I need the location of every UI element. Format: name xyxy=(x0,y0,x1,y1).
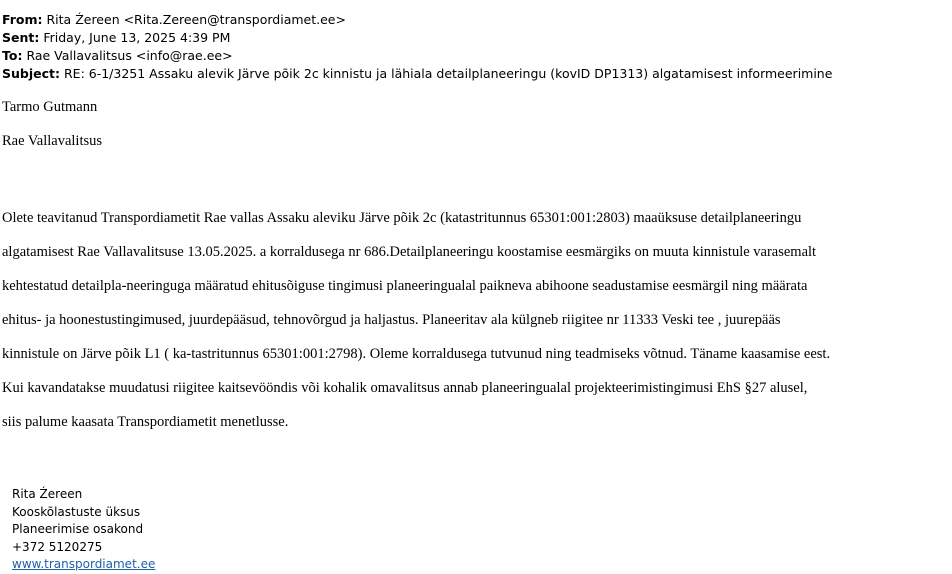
from-value: Rita Źereen <Rita.Zereen@transpordiamet.ee> xyxy=(46,12,346,27)
body-line: algatamisest Rae Vallavalitsuse 13.05.2025. a korraldusega nr 686.Detailplaneeringu koostamise eesmärgiks on muuta kinnistule varasemalt xyxy=(2,244,817,260)
sent-label: Sent: xyxy=(2,30,40,45)
body-line: Kui kavandatakse muudatusi riigitee kaitsevööndis või kohalik omavalitsus annab planeeringualal projekteerimistingimusi EhS §27 alusel, xyxy=(2,380,808,396)
from-row xyxy=(2,11,832,29)
email-header xyxy=(2,11,832,83)
from-label: From: xyxy=(2,12,43,27)
body-line: siis palume kaasata Transpordiametit menetlusse. xyxy=(2,414,289,430)
body-line: Olete teavitanud Transpordiametit Rae vallas Assaku aleviku Järve põik 2c (katastritunnus 65301:001:2803) maaüksuse detailplaneeringu xyxy=(2,210,802,226)
message-body xyxy=(2,201,830,439)
to-row xyxy=(2,47,832,65)
subject-label: Subject: xyxy=(2,66,60,81)
subject-value: RE: 6-1/3251 Assaku alevik Järve põik 2c kinnistu ja lähiala detailplaneeringu (kovID DP1313) algatamisest informeerimine xyxy=(63,66,833,81)
greeting-organization: Rae Vallavalitsus xyxy=(2,133,103,149)
body-line: kinnistule on Järve põik L1 ( ka-tastritunnus 65301:001:2798). Oleme korraldusega tutvunud ning teadmiseks võtnud. Täname kaasamise eest. xyxy=(2,346,831,362)
signature-department: Planeerimise osakond xyxy=(12,522,144,536)
signature-website-link[interactable]: www.transpordiamet.ee xyxy=(12,557,156,571)
signature-phone: +372 5120275 xyxy=(12,539,103,554)
signature-block xyxy=(12,486,155,574)
signature-unit: Kooskõlastuste üksus xyxy=(12,504,141,519)
body-line: kehtestatud detailpla-neeringuga määratud ehitusõiguse tingimusi planeeringualal paikneva abihoone seadustamise eesmärgil ning määrata xyxy=(2,278,808,294)
to-value: Rae Vallavalitsus <info@rae.ee> xyxy=(26,48,233,63)
subject-row xyxy=(2,65,832,83)
sent-row xyxy=(2,29,832,47)
to-label: To: xyxy=(2,48,23,63)
signature-name: Rita Źereen xyxy=(12,487,83,501)
sent-value: Friday, June 13, 2025 4:39 PM xyxy=(43,30,231,45)
body-line: ehitus- ja hoonestustingimused, juurdepääsud, tehnovõrgud ja haljastus. Planeeritav ala külgneb riigitee nr 11333 Veski tee , juurepääs xyxy=(2,312,781,328)
greeting-name: Tarmo Gutmann xyxy=(2,99,98,115)
